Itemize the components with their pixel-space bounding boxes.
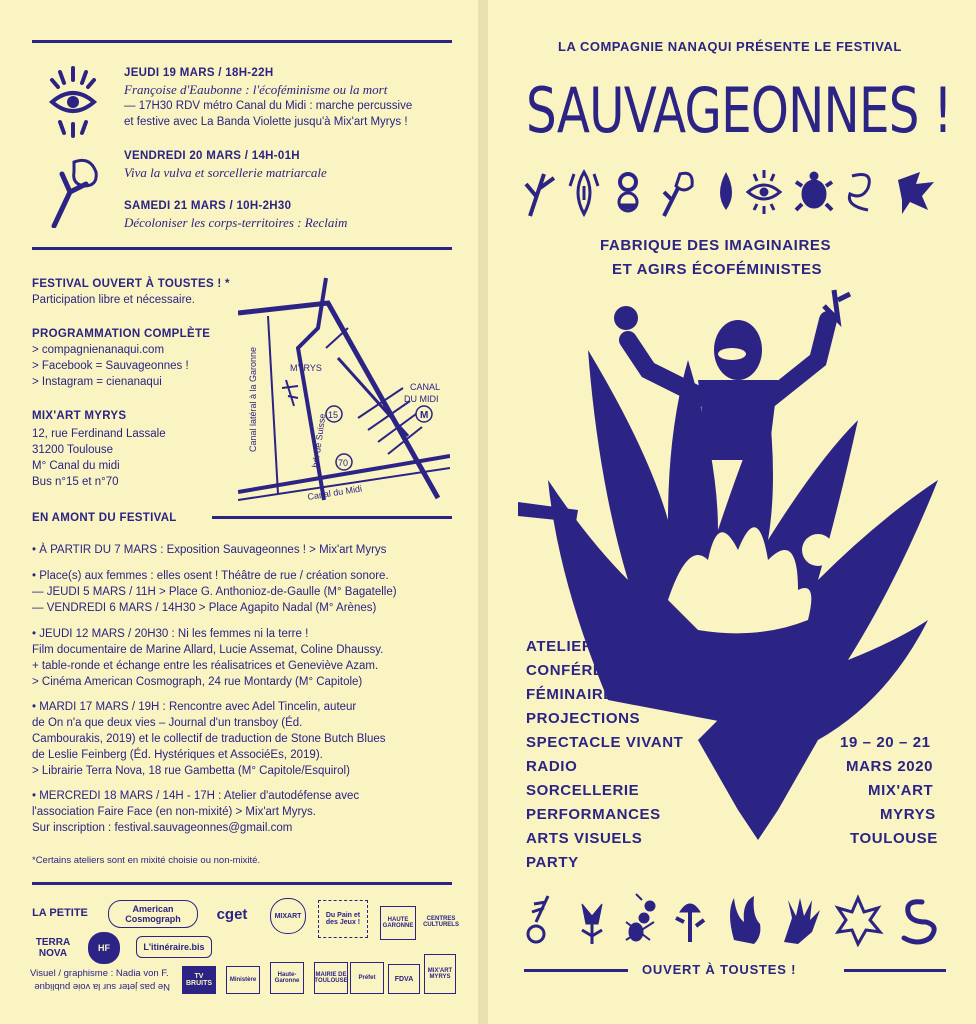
logo-ministere: Ministère bbox=[226, 966, 260, 994]
eye-icon bbox=[748, 170, 780, 214]
footnote: *Certains ateliers sont en mixité choisie ou non-mixité. bbox=[32, 855, 261, 866]
schedule-title-3: Décoloniser les corps-territoires : Reclaim bbox=[124, 215, 348, 230]
flower-branch-icon bbox=[664, 173, 692, 216]
presents-line: LA COMPAGNIE NANAQUI PRÉSENTE LE FESTIVAL bbox=[558, 39, 902, 54]
venue-city: TOULOUSE bbox=[850, 830, 938, 847]
schedule-day-3: SAMEDI 21 MARS / 10H-2H30 bbox=[124, 200, 292, 212]
open-text: Participation libre et nécessaire. bbox=[32, 294, 195, 306]
activity-conferences: CONFÉRENCES bbox=[526, 662, 648, 679]
schedule-text-1a: — 17H30 RDV métro Canal du Midi : marche percussive bbox=[124, 100, 413, 112]
leaf-icon bbox=[898, 172, 934, 214]
activity-ateliers: ATELIERS bbox=[526, 638, 604, 655]
spiral-icon bbox=[849, 175, 869, 211]
bus-70-icon: 70 bbox=[338, 458, 349, 468]
divider bbox=[212, 516, 452, 519]
hand-icon bbox=[784, 898, 820, 944]
subtitle-line-2: ET AGIRS ÉCOFÉMINISTES bbox=[612, 261, 823, 278]
logo-mixart: MIXART bbox=[270, 898, 306, 934]
venue-address: 12, rue Ferdinand Lassale bbox=[32, 428, 166, 440]
open-title: FESTIVAL OUVERT À TOUSTES ! * bbox=[32, 278, 230, 290]
eye-icon bbox=[48, 66, 98, 138]
logo-hf: HF bbox=[88, 932, 120, 964]
logo-la-petite: LA PETITE bbox=[32, 907, 88, 919]
amont-item-3d: > Cinéma American Cosmograph, 24 rue Montardy (M° Capitole) bbox=[32, 676, 363, 688]
map-label-canal-station-2: DU MIDI bbox=[404, 394, 439, 404]
amont-item-4e: > Librairie Terra Nova, 18 rue Gambetta (M° Capitole/Esquirol) bbox=[32, 765, 350, 777]
map-label-bd-suisse: bd. de Suisse bbox=[310, 412, 328, 469]
amont-item-2: • Place(s) aux femmes : elles osent ! Théâtre de rue / création sonore. bbox=[32, 570, 389, 582]
amont-item-2b: — JEUDI 5 MARS / 11H > Place G. Anthonioz-de-Gaulle (M° Bagatelle) bbox=[32, 586, 397, 598]
drop-icon bbox=[720, 172, 732, 210]
left-panel bbox=[0, 0, 478, 1024]
map-label-canal-lateral: Canal latéral à la Garonne bbox=[248, 346, 258, 452]
credits: Visuel / graphisme : Nadia von F. bbox=[30, 968, 169, 979]
festival-dates: 19 – 20 – 21 bbox=[840, 734, 931, 751]
logo-haute-garonne: HAUTE GARONNE bbox=[380, 906, 416, 940]
fire-icon bbox=[730, 896, 760, 944]
amont-item-4: • MARDI 17 MARS / 19H : Rencontre avec Adel Tincelin, auteur bbox=[32, 701, 357, 713]
venue-city: 31200 Toulouse bbox=[32, 444, 113, 456]
amont-item-3: • JEUDI 12 MARS / 20H30 : Ni les femmes ni la terre ! bbox=[32, 628, 309, 640]
vulva-icon bbox=[570, 172, 598, 214]
logo-itineraire-bis: L'itinéraire.bis bbox=[136, 936, 212, 958]
fold-line bbox=[478, 0, 488, 1024]
moon-icon bbox=[619, 174, 637, 211]
logo-tv-bruits: TV BRUITS bbox=[182, 966, 216, 994]
plant-icon bbox=[526, 174, 554, 216]
venue-marker-icon bbox=[282, 380, 298, 406]
prog-link-website[interactable]: > compagnienanaqui.com bbox=[32, 344, 165, 356]
amont-item-3b: Film documentaire de Marine Allard, Lucie Assemat, Coline Dhaussy. bbox=[32, 644, 384, 656]
venue-name-1: MIX'ART bbox=[868, 782, 934, 799]
logo-mixart-myrys: MIX'ART MYRYS bbox=[424, 954, 456, 994]
logo-terra-nova: TERRA NOVA bbox=[35, 937, 71, 959]
subtitle-line-1: FABRIQUE DES IMAGINAIRES bbox=[600, 237, 832, 254]
ant-icon bbox=[626, 894, 655, 941]
amont-item-3c: + table-ronde et échange entre les réalisatrices et Geneviève Azam. bbox=[32, 660, 379, 672]
schedule-title-2: Viva la vulva et sorcellerie matriarcale bbox=[124, 165, 327, 180]
metro-icon: M bbox=[420, 410, 429, 421]
amont-item-5: • MERCREDI 18 MARS / 14H - 17H : Atelier d'autodéfense avec bbox=[32, 790, 360, 802]
map-label-canal-du-midi: Canal du Midi bbox=[306, 483, 363, 502]
prog-link-instagram[interactable]: > Instagram = cienanaqui bbox=[32, 376, 162, 388]
tulip-icon bbox=[582, 904, 602, 944]
bus-15-icon: 15 bbox=[328, 410, 339, 420]
logo-du-pain: Du Pain et des Jeux ! bbox=[318, 900, 368, 938]
amont-item-5b: l'association Faire Face (en non-mixité) > Mix'art Myrys. bbox=[32, 806, 316, 818]
prog-link-facebook[interactable]: > Facebook = Sauvageonnes ! bbox=[32, 360, 189, 372]
amont-title: EN AMONT DU FESTIVAL bbox=[32, 512, 177, 524]
activity-radio: RADIO bbox=[526, 758, 578, 775]
footer-open-to-all: OUVERT À TOUSTES ! bbox=[642, 962, 797, 977]
turtle-icon bbox=[796, 172, 832, 210]
activity-sorcellerie: SORCELLERIE bbox=[526, 782, 640, 799]
divider bbox=[32, 882, 452, 885]
map-label-canal-station: CANAL bbox=[410, 382, 441, 392]
amont-item-4d: de Leslie Feinberg (Éd. Hystériques et AssociéEs, 2019). bbox=[32, 749, 323, 761]
map-label-myrys: MYRYS bbox=[290, 363, 322, 373]
amont-item-2c: — VENDREDI 6 MARS / 14H30 > Place Agapito Nadal (M° Arènes) bbox=[32, 602, 377, 614]
divider bbox=[844, 969, 946, 972]
logo-mairie-toulouse: MAIRIE DE TOULOUSE bbox=[314, 962, 348, 994]
branch-icon bbox=[46, 156, 100, 228]
schedule-day-1: JEUDI 19 MARS / 18H-22H bbox=[124, 67, 274, 79]
venue-metro: M° Canal du midi bbox=[32, 460, 120, 472]
logo-fdva: FDVA bbox=[388, 964, 420, 994]
venue-map bbox=[238, 268, 450, 502]
schedule-text-1b: et festive avec La Banda Violette jusqu'à Mix'art Myrys ! bbox=[124, 116, 408, 128]
star-burst-icon bbox=[838, 898, 880, 944]
amont-item-5c[interactable]: Sur inscription : festival.sauvageonnes@gmail.com bbox=[32, 822, 293, 834]
logo-haute-garonne-2: Haute-Garonne bbox=[270, 962, 304, 994]
schedule-title-1: Françoise d'Eaubonne : l'écoféminisme ou la mort bbox=[124, 82, 388, 97]
logo-american-cosmograph: American Cosmograph bbox=[108, 900, 198, 928]
divider bbox=[524, 969, 628, 972]
bottom-symbol-row bbox=[522, 892, 948, 948]
schedule-day-2: VENDREDI 20 MARS / 14H-01H bbox=[124, 150, 300, 162]
divider bbox=[32, 40, 452, 43]
activity-spectacle-vivant: SPECTACLE VIVANT bbox=[526, 734, 684, 751]
litter-notice: Ne pas jeter sur la voie publique bbox=[34, 981, 170, 992]
venue-bus: Bus n°15 et n°70 bbox=[32, 476, 119, 488]
amont-item-4b: de On n'a que deux vies – Journal d'un transboy (Éd. bbox=[32, 717, 303, 729]
right-panel bbox=[488, 0, 976, 1024]
activity-party: PARTY bbox=[526, 854, 579, 871]
venue-name-2: MYRYS bbox=[880, 806, 936, 823]
venue-title: MIX'ART MYRYS bbox=[32, 410, 127, 422]
central-illustration bbox=[518, 280, 958, 840]
activity-feminaires: FÉMINAIRES bbox=[526, 686, 625, 703]
festival-title: SAUVAGEONNES ! bbox=[526, 74, 952, 147]
activity-arts-visuels: ARTS VISUELS bbox=[526, 830, 643, 847]
snake-icon bbox=[904, 902, 934, 942]
amont-item-1: • À PARTIR DU 7 MARS : Exposition Sauvageonnes ! > Mix'art Myrys bbox=[32, 544, 387, 556]
logo-cget: cget bbox=[216, 905, 248, 923]
amont-item-4c: Cambourakis, 2019) et le collectif de traduction de Stone Butch Blues bbox=[32, 733, 386, 745]
symbol-row bbox=[524, 166, 944, 218]
prog-title: PROGRAMMATION COMPLÈTE bbox=[32, 328, 211, 340]
activity-projections: PROJECTIONS bbox=[526, 710, 641, 727]
spiral-branch-icon bbox=[528, 896, 548, 942]
mushroom-icon bbox=[676, 904, 704, 942]
festival-month-year: MARS 2020 bbox=[846, 758, 934, 775]
divider bbox=[32, 247, 452, 250]
logo-centres-culturels: CENTRES CULTURELS bbox=[423, 916, 459, 928]
activity-performances: PERFORMANCES bbox=[526, 806, 661, 823]
logo-prefet: Préfet bbox=[350, 962, 384, 994]
